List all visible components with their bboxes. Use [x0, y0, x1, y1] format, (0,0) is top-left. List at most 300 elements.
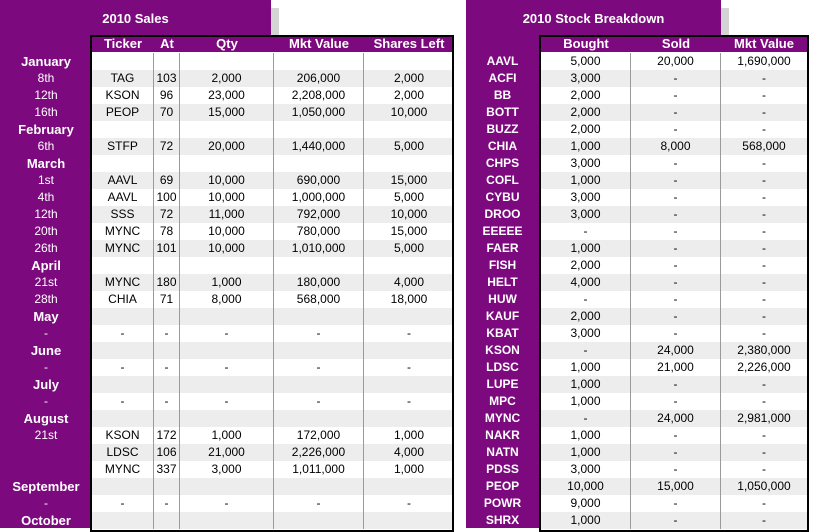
day-label: -	[44, 360, 48, 374]
ticker-label: FISH	[488, 258, 517, 272]
table-cell: -	[631, 257, 721, 274]
table-row	[541, 121, 807, 138]
table-cell: 780,000	[274, 223, 364, 240]
table-cell: -	[762, 275, 766, 289]
table-cell: -	[631, 189, 721, 206]
table-row	[541, 70, 807, 87]
day-label: 8th	[37, 71, 55, 85]
table-cell: 1,000	[393, 428, 425, 442]
table-row	[92, 478, 452, 495]
table-cell	[364, 155, 454, 172]
table-cell: 2,000	[393, 71, 425, 85]
table-cell: -	[631, 427, 721, 444]
table-cell: -	[762, 71, 766, 85]
table-cell	[274, 53, 364, 70]
breakdown-table	[539, 52, 809, 532]
day-label: 21st	[34, 275, 58, 289]
table-cell: 20,000	[631, 53, 721, 70]
table-cell	[180, 342, 274, 359]
table-cell: AAVL	[92, 189, 154, 206]
table-row	[92, 155, 452, 172]
ticker-label: SHRX	[485, 513, 520, 527]
table-cell: 1,000	[541, 138, 631, 155]
table-row	[92, 274, 452, 291]
table-cell: -	[180, 325, 274, 342]
table-cell: -	[541, 223, 631, 240]
table-cell: 2,000	[180, 70, 274, 87]
breakdown-col-header: Mkt Value	[734, 36, 794, 51]
table-cell	[92, 342, 154, 359]
table-cell: 1,000	[541, 240, 631, 257]
table-cell: 72	[154, 206, 180, 223]
table-cell: -	[762, 496, 766, 510]
table-row	[92, 393, 452, 410]
table-cell: 106	[154, 444, 180, 461]
table-cell: -	[274, 325, 364, 342]
table-cell: -	[762, 445, 766, 459]
day-label: 12th	[34, 207, 58, 221]
table-cell: 2,000	[541, 104, 631, 121]
table-row	[92, 87, 452, 104]
table-cell: -	[407, 394, 411, 408]
table-cell: -	[274, 359, 364, 376]
table-row	[92, 223, 452, 240]
ticker-label: PDSS	[486, 462, 519, 476]
table-cell	[180, 410, 274, 427]
table-cell	[92, 121, 154, 138]
table-cell: 8,000	[631, 138, 721, 155]
table-cell	[364, 257, 454, 274]
table-row	[541, 495, 807, 512]
table-cell	[92, 376, 154, 393]
table-cell: 100	[154, 189, 180, 206]
ticker-label: LUPE	[486, 377, 519, 391]
table-cell	[92, 512, 154, 529]
table-cell: MYNC	[92, 223, 154, 240]
table-cell: -	[541, 342, 631, 359]
table-cell: 10,000	[180, 189, 274, 206]
table-cell: 792,000	[274, 206, 364, 223]
table-row	[541, 427, 807, 444]
ticker-label: BUZZ	[486, 122, 519, 136]
table-cell	[154, 308, 180, 325]
table-cell: 1,000	[541, 172, 631, 189]
table-cell: 10,000	[180, 223, 274, 240]
table-cell: -	[541, 410, 631, 427]
table-cell: -	[762, 88, 766, 102]
breakdown-panel-shadow	[721, 8, 729, 38]
month-label: January	[21, 54, 71, 69]
table-cell	[92, 257, 154, 274]
table-cell: 3,000	[541, 155, 631, 172]
table-cell: 103	[154, 70, 180, 87]
table-cell	[180, 308, 274, 325]
table-cell: 1,000	[541, 512, 631, 529]
table-cell: 15,000	[390, 224, 428, 238]
ticker-label: MPC	[489, 394, 516, 408]
table-row	[92, 206, 452, 223]
sales-col-header: Ticker	[103, 36, 143, 51]
table-cell: 1,440,000	[274, 138, 364, 155]
table-cell	[154, 53, 180, 70]
table-cell: MYNC	[92, 461, 154, 478]
table-cell	[92, 53, 154, 70]
table-cell	[180, 376, 274, 393]
table-row	[92, 172, 452, 189]
table-cell: 2,208,000	[274, 87, 364, 104]
table-cell: 1,011,000	[274, 461, 364, 478]
table-cell: 1,000,000	[274, 189, 364, 206]
table-cell: 72	[154, 138, 180, 155]
table-cell	[154, 478, 180, 495]
day-label: 21st	[34, 428, 58, 442]
table-cell	[180, 155, 274, 172]
table-cell: 15,000	[631, 478, 721, 495]
ticker-label: ACFI	[488, 71, 517, 85]
day-label: 1st	[37, 173, 54, 187]
table-cell: 10,000	[541, 478, 631, 495]
table-cell	[274, 121, 364, 138]
table-cell: -	[92, 359, 154, 376]
table-cell	[154, 257, 180, 274]
table-cell: MYNC	[92, 274, 154, 291]
table-cell: -	[631, 495, 721, 512]
table-cell: -	[631, 444, 721, 461]
table-cell: 4,000	[393, 445, 425, 459]
table-row	[92, 512, 452, 529]
table-cell: -	[631, 461, 721, 478]
table-cell: -	[154, 325, 180, 342]
table-cell: -	[180, 359, 274, 376]
table-cell	[364, 478, 454, 495]
day-label	[0, 444, 92, 461]
table-row	[541, 189, 807, 206]
table-cell: 1,000	[393, 462, 425, 476]
table-cell: 24,000	[631, 410, 721, 427]
table-cell: -	[631, 223, 721, 240]
table-cell: -	[631, 70, 721, 87]
table-cell	[274, 512, 364, 529]
table-cell: 69	[154, 172, 180, 189]
table-row	[92, 461, 452, 478]
ticker-label: POWR	[483, 496, 522, 510]
table-cell	[364, 410, 454, 427]
day-label	[0, 461, 92, 478]
day-label: 26th	[34, 241, 58, 255]
table-cell: 15,000	[390, 173, 428, 187]
month-label: August	[23, 411, 69, 426]
table-cell: 1,000	[541, 427, 631, 444]
table-cell: KSON	[92, 427, 154, 444]
table-cell: SSS	[92, 206, 154, 223]
table-cell: 2,226,000	[274, 444, 364, 461]
table-cell: 1,000	[541, 444, 631, 461]
table-cell: -	[154, 393, 180, 410]
month-label: April	[31, 258, 61, 273]
table-cell: -	[274, 393, 364, 410]
table-cell: 71	[154, 291, 180, 308]
month-label: October	[21, 513, 71, 528]
table-cell: -	[92, 393, 154, 410]
table-cell: 568,000	[274, 291, 364, 308]
table-cell: 3,000	[180, 461, 274, 478]
day-label: -	[44, 394, 48, 408]
table-cell: 2,000	[541, 87, 631, 104]
ticker-label: HELT	[487, 275, 518, 289]
table-cell: -	[407, 496, 411, 510]
table-cell: -	[631, 172, 721, 189]
table-cell: -	[762, 462, 766, 476]
table-cell: AAVL	[92, 172, 154, 189]
table-row	[541, 87, 807, 104]
table-cell: -	[541, 291, 631, 308]
table-cell	[154, 376, 180, 393]
ticker-label: LDSC	[486, 360, 519, 374]
table-row	[92, 342, 452, 359]
ticker-label: BB	[493, 88, 512, 102]
table-cell	[92, 155, 154, 172]
table-cell: 180	[154, 274, 180, 291]
table-row	[92, 257, 452, 274]
table-cell: 3,000	[541, 461, 631, 478]
sales-col-header: Shares Left	[373, 36, 445, 51]
table-row	[92, 376, 452, 393]
ticker-label: KBAT	[486, 326, 519, 340]
table-cell	[274, 257, 364, 274]
table-row	[541, 393, 807, 410]
table-cell: 2,000	[541, 308, 631, 325]
table-cell: -	[274, 495, 364, 512]
table-cell: -	[631, 155, 721, 172]
table-cell: 1,010,000	[274, 240, 364, 257]
table-cell: -	[631, 512, 721, 529]
ticker-label: FAER	[486, 241, 519, 255]
table-row	[541, 410, 807, 427]
table-cell: -	[631, 274, 721, 291]
table-cell: -	[180, 495, 274, 512]
month-label: June	[30, 343, 62, 358]
table-cell: 568,000	[742, 139, 786, 153]
table-cell: 1,000	[541, 376, 631, 393]
table-cell: -	[631, 308, 721, 325]
table-row	[92, 121, 452, 138]
table-cell: 1,050,000	[737, 479, 791, 493]
table-cell: -	[762, 292, 766, 306]
table-cell	[180, 512, 274, 529]
table-cell: 3,000	[541, 189, 631, 206]
table-cell	[364, 342, 454, 359]
table-cell	[274, 410, 364, 427]
table-cell	[180, 257, 274, 274]
table-cell	[154, 512, 180, 529]
day-label: 20th	[34, 224, 58, 238]
table-cell: 180,000	[274, 274, 364, 291]
table-cell: 1,000	[541, 393, 631, 410]
table-cell: 10,000	[390, 207, 428, 221]
table-cell: 2,000	[541, 121, 631, 138]
table-cell: 23,000	[180, 87, 274, 104]
table-cell: 2,226,000	[737, 360, 791, 374]
table-row	[92, 410, 452, 427]
table-cell: -	[407, 326, 411, 340]
table-cell: -	[154, 495, 180, 512]
table-row	[541, 104, 807, 121]
table-cell: 11,000	[180, 206, 274, 223]
table-cell	[364, 121, 454, 138]
table-cell: -	[631, 104, 721, 121]
table-cell	[180, 478, 274, 495]
table-cell: -	[762, 513, 766, 527]
ticker-label: HUW	[488, 292, 517, 306]
table-cell	[92, 410, 154, 427]
day-label: 28th	[34, 292, 58, 306]
table-cell: 20,000	[180, 138, 274, 155]
table-cell: 4,000	[393, 275, 425, 289]
table-cell: KSON	[92, 87, 154, 104]
table-row	[541, 274, 807, 291]
table-row	[541, 240, 807, 257]
table-cell	[154, 410, 180, 427]
month-label: March	[26, 156, 66, 171]
day-label: -	[44, 326, 48, 340]
sales-col-header: At	[160, 36, 174, 51]
month-label: September	[12, 479, 80, 494]
table-cell	[274, 308, 364, 325]
table-cell	[274, 478, 364, 495]
table-cell	[364, 308, 454, 325]
table-cell: -	[762, 258, 766, 272]
ticker-label: KSON	[485, 343, 520, 357]
table-row	[92, 325, 452, 342]
table-cell	[364, 512, 454, 529]
table-cell	[92, 308, 154, 325]
sales-panel-shadow	[271, 8, 279, 38]
table-cell: -	[631, 121, 721, 138]
table-row	[541, 478, 807, 495]
table-row	[541, 359, 807, 376]
table-cell: 8,000	[180, 291, 274, 308]
table-row	[92, 444, 452, 461]
table-row	[541, 155, 807, 172]
table-row	[541, 172, 807, 189]
table-cell: 78	[154, 223, 180, 240]
table-cell	[154, 155, 180, 172]
table-cell: 24,000	[631, 342, 721, 359]
table-cell	[274, 342, 364, 359]
table-cell: -	[762, 428, 766, 442]
day-label: -	[44, 496, 48, 510]
table-cell: 18,000	[390, 292, 428, 306]
ticker-label: CHPS	[485, 156, 520, 170]
ticker-label: COFL	[486, 173, 519, 187]
month-label: May	[33, 309, 59, 324]
month-label: July	[32, 377, 59, 392]
table-cell: -	[762, 326, 766, 340]
ticker-label: NATN	[486, 445, 519, 459]
ticker-label: KAUF	[485, 309, 520, 323]
table-cell: STFP	[92, 138, 154, 155]
day-label: 6th	[37, 139, 55, 153]
table-row	[541, 512, 807, 529]
table-cell: 1,000	[541, 359, 631, 376]
sales-col-header: Qty	[216, 36, 238, 51]
table-row	[541, 308, 807, 325]
table-cell: -	[92, 495, 154, 512]
table-cell: 21,000	[631, 359, 721, 376]
table-cell: -	[631, 87, 721, 104]
table-cell: MYNC	[92, 240, 154, 257]
table-row	[92, 427, 452, 444]
ticker-label: EEEEE	[482, 224, 523, 238]
table-cell: -	[92, 325, 154, 342]
table-cell: 1,000	[180, 274, 274, 291]
table-cell: 10,000	[390, 105, 428, 119]
table-cell: 2,380,000	[737, 343, 791, 357]
table-cell	[180, 121, 274, 138]
ticker-label: CHIA	[487, 139, 518, 153]
sales-table	[90, 52, 454, 532]
table-cell	[92, 478, 154, 495]
breakdown-col-header: Bought	[563, 36, 609, 51]
table-cell: 2,981,000	[737, 411, 791, 425]
table-cell: 2,000	[393, 88, 425, 102]
table-cell: -	[762, 173, 766, 187]
table-cell: -	[631, 325, 721, 342]
table-row	[92, 104, 452, 121]
ticker-label: BOTT	[486, 105, 519, 119]
table-cell: -	[154, 359, 180, 376]
table-cell: 172	[154, 427, 180, 444]
table-cell: -	[762, 207, 766, 221]
table-cell: 5,000	[393, 139, 425, 153]
table-cell: -	[762, 156, 766, 170]
table-cell: 9,000	[541, 495, 631, 512]
table-cell	[180, 53, 274, 70]
ticker-label: CYBU	[485, 190, 520, 204]
table-cell: LDSC	[92, 444, 154, 461]
table-cell: 3,000	[541, 206, 631, 223]
ticker-label: PEOP	[485, 479, 520, 493]
table-cell	[154, 121, 180, 138]
table-cell: TAG	[92, 70, 154, 87]
table-cell: 1,000	[180, 427, 274, 444]
table-cell: 3,000	[541, 325, 631, 342]
ticker-label: NAKR	[485, 428, 520, 442]
table-row	[92, 240, 452, 257]
table-cell: -	[180, 393, 274, 410]
table-row	[541, 342, 807, 359]
table-row	[92, 359, 452, 376]
table-cell: 15,000	[180, 104, 274, 121]
table-cell: CHIA	[92, 291, 154, 308]
table-cell: -	[762, 394, 766, 408]
table-cell: 10,000	[180, 240, 274, 257]
sales-col-header: Mkt Value	[289, 36, 349, 51]
ticker-label: AAVL	[486, 54, 519, 68]
table-row	[541, 257, 807, 274]
day-label: 16th	[34, 105, 58, 119]
table-cell: 5,000	[393, 190, 425, 204]
table-cell	[154, 342, 180, 359]
ticker-label: DROO	[484, 207, 521, 221]
table-cell: 5,000	[393, 241, 425, 255]
table-cell: 2,000	[541, 257, 631, 274]
table-row	[541, 325, 807, 342]
table-cell: -	[762, 309, 766, 323]
table-cell: -	[762, 122, 766, 136]
day-label: 12th	[34, 88, 58, 102]
table-cell: -	[631, 206, 721, 223]
